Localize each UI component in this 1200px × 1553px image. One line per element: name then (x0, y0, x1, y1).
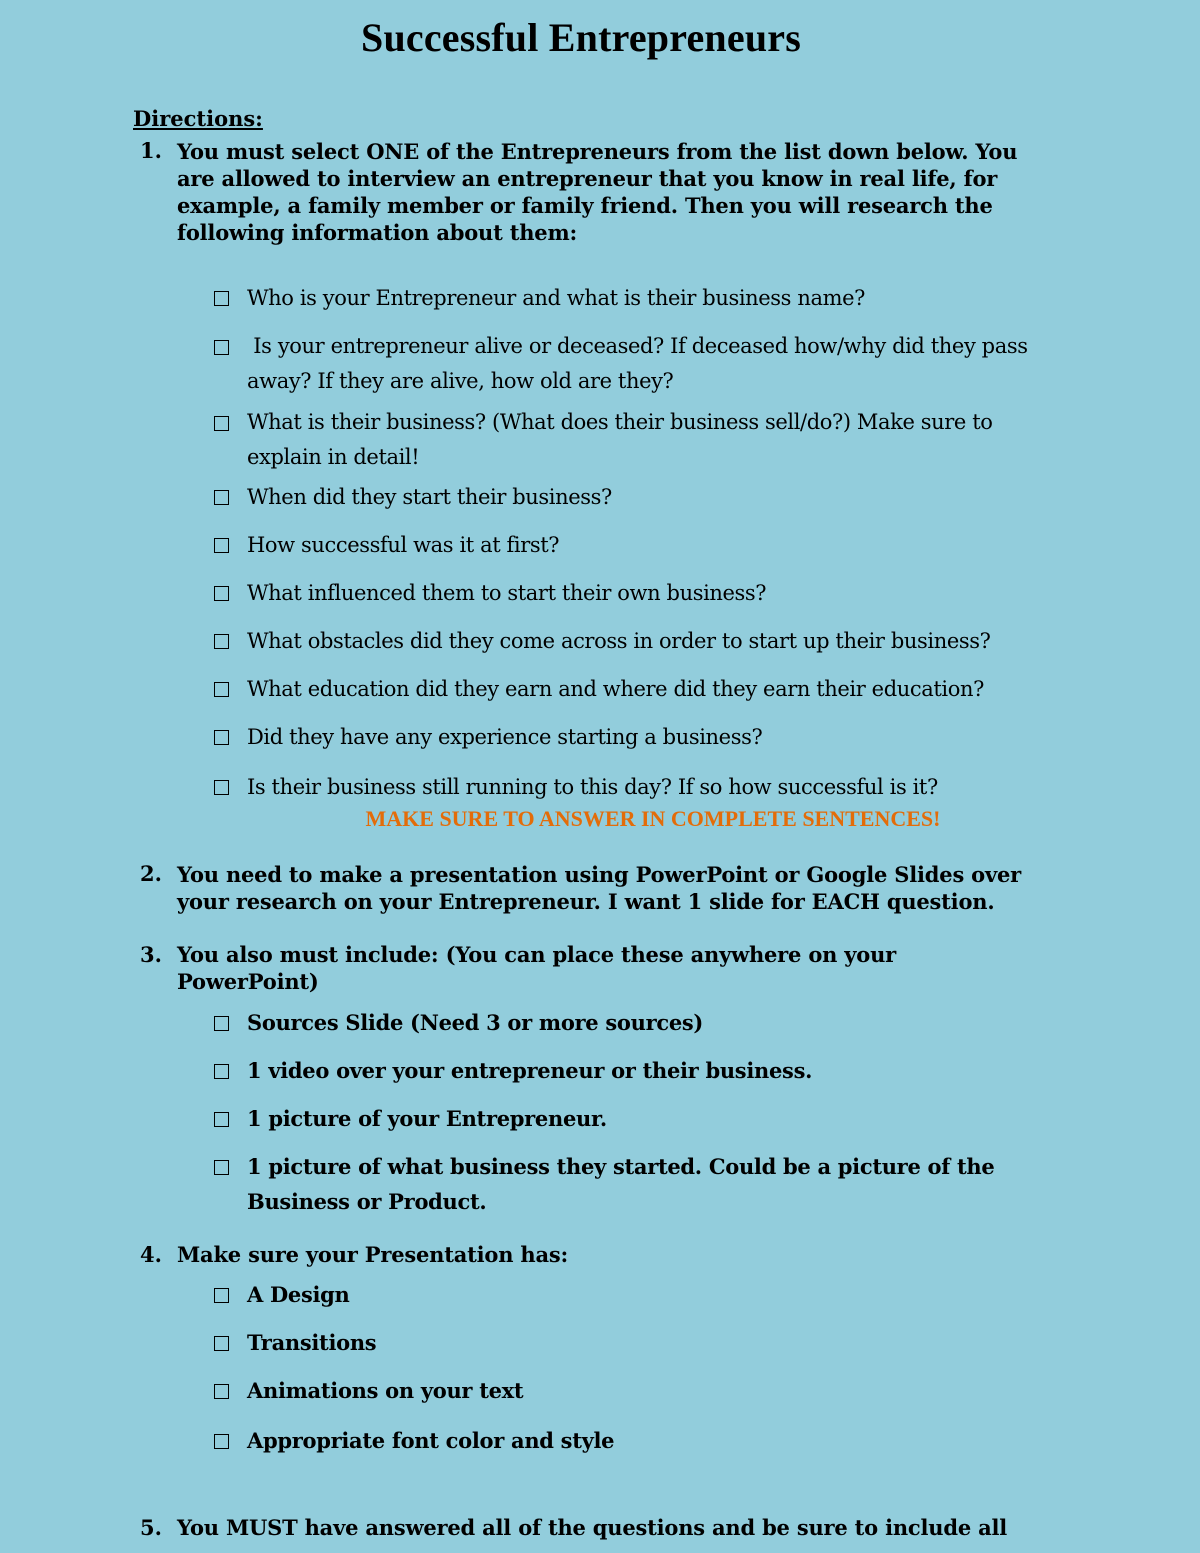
checkbox-1-10[interactable] (214, 780, 229, 795)
section-5-number: 5. (140, 1515, 162, 1540)
page-title: Successful Entrepreneurs (361, 15, 801, 60)
section-2-text: You need to make a presentation using PowerPoint or Google Slides over your research on your Entrepreneur. I want 1 slide for EACH question. (177, 862, 1022, 914)
checklist-item: 1 video over your entrepreneur or their business. (247, 1058, 813, 1083)
checklist-item: What obstacles did they come across in order to start up their business? (247, 629, 991, 653)
checkbox-3-4[interactable] (214, 1160, 229, 1175)
checkbox-1-9[interactable] (214, 730, 229, 745)
checklist-item: 1 picture of your Entrepreneur. (247, 1106, 607, 1131)
checklist-item: How successful was it at first? (247, 533, 560, 557)
checklist-item: Transitions (247, 1330, 377, 1355)
checklist-item: Appropriate font color and style (247, 1428, 615, 1453)
checklist-item: Is their business still running to this day? If so how successful is it? (247, 775, 938, 799)
checklist-item: Sources Slide (Need 3 or more sources) (247, 1010, 704, 1035)
checklist-item: Is your entrepreneur alive or deceased? If deceased how/why did they pass away? If they are alive, how old are they? (247, 334, 1034, 393)
checklist-item: When did they start their business? (247, 485, 612, 509)
checkbox-3-1[interactable] (214, 1016, 229, 1031)
checklist-item: Who is your Entrepreneur and what is their business name? (247, 286, 865, 310)
checklist-item: What influenced them to start their own business? (247, 581, 767, 605)
checkbox-4-3[interactable] (214, 1384, 229, 1399)
section-1-number: 1. (140, 138, 162, 163)
checkbox-1-3[interactable] (214, 416, 229, 431)
checkbox-1-6[interactable] (214, 586, 229, 601)
checkbox-1-1[interactable] (214, 291, 229, 306)
checkbox-4-1[interactable] (214, 1288, 229, 1303)
checkbox-4-2[interactable] (214, 1336, 229, 1351)
section-3-text: You also must include: (You can place these anywhere on your PowerPoint) (177, 942, 897, 994)
checkbox-1-8[interactable] (214, 682, 229, 697)
checklist-item: Animations on your text (247, 1378, 524, 1403)
checklist-item: What is their business? (What does their business sell/do?) Make sure to explain in detail! (247, 410, 993, 469)
checkbox-1-7[interactable] (214, 634, 229, 649)
section-1-text: You must select ONE of the Entrepreneurs from the list down below. You are allowed to interview an entrepreneur that you know in real life, for example, a family member or family friend. Then you will research the following information about them: (177, 139, 1018, 245)
checklist-item: A Design (247, 1282, 350, 1307)
checklist-item: 1 picture of what business they started. Could be a picture of the Business or Product. (247, 1154, 995, 1214)
section-4-number: 4. (140, 1242, 162, 1267)
complete-sentences-warning: MAKE SURE TO ANSWER IN COMPLETE SENTENCES! (365, 806, 941, 831)
checkbox-3-3[interactable] (214, 1112, 229, 1127)
checkbox-1-2[interactable] (214, 340, 229, 355)
checkbox-1-5[interactable] (214, 538, 229, 553)
checkbox-1-4[interactable] (214, 490, 229, 505)
directions-label: Directions: (133, 106, 263, 131)
checklist-item: What education did they earn and where did they earn their education? (247, 677, 984, 701)
section-3-number: 3. (140, 942, 162, 967)
section-5-text: You MUST have answered all of the questions and be sure to include all (177, 1515, 1008, 1540)
checklist-item: Did they have any experience starting a business? (247, 725, 763, 749)
checkbox-4-4[interactable] (214, 1434, 229, 1449)
section-2-number: 2. (140, 861, 162, 886)
section-4-text: Make sure your Presentation has: (177, 1242, 569, 1267)
checkbox-3-2[interactable] (214, 1064, 229, 1079)
